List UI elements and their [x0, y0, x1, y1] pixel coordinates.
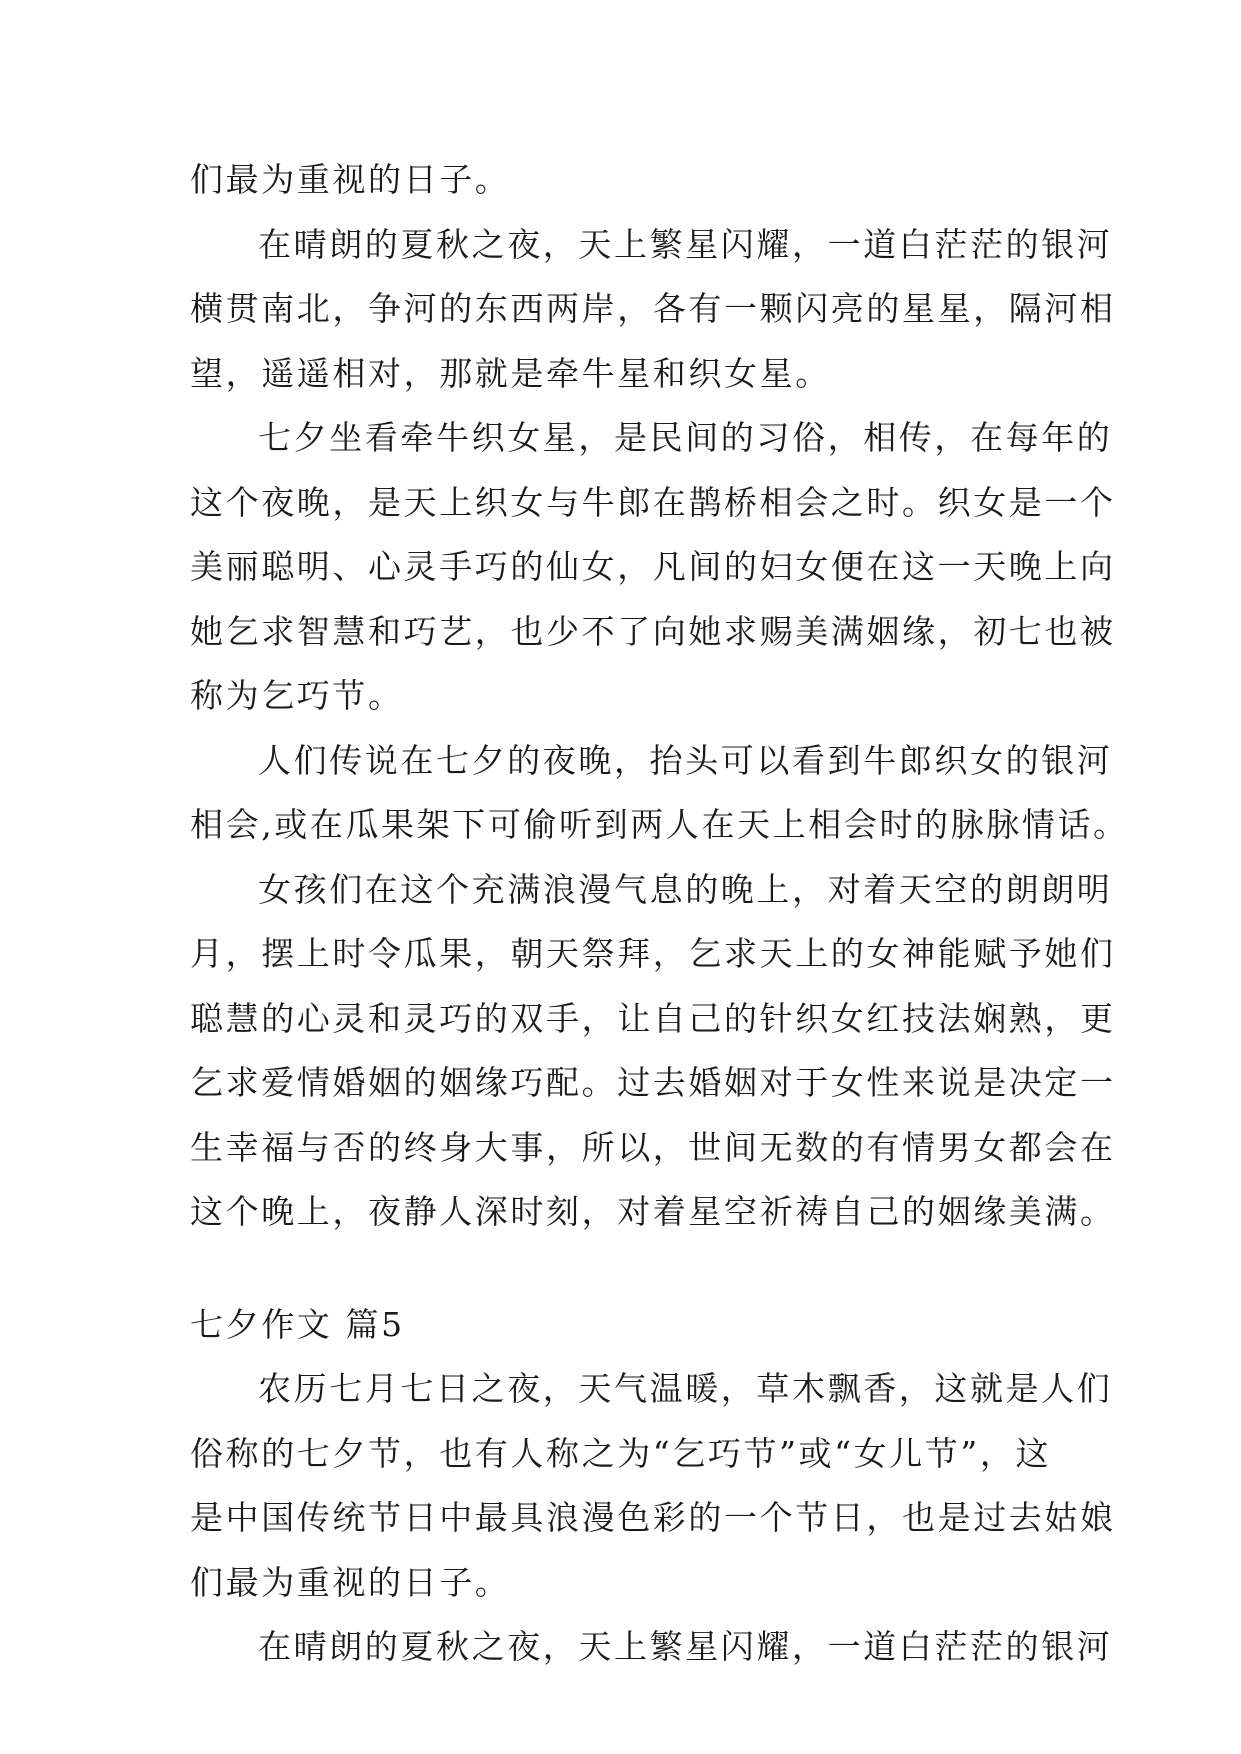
text-line: 乞求爱情婚姻的姻缘巧配。过去婚姻对于女性来说是决定一 — [190, 1063, 1116, 1102]
text-line: 称为乞巧节。 — [190, 676, 404, 715]
text-line: 们最为重视的日子。 — [190, 1562, 511, 1602]
text-line: 生幸福与否的终身大事，所以，世间无数的有情男女都会在 — [190, 1127, 1116, 1167]
paragraph-line: 七夕坐看牵牛织女星，是民间的习俗，相传，在每年的 — [258, 418, 1113, 457]
section-gap — [190, 1245, 1070, 1293]
paragraph-line: 在晴朗的夏秋之夜，天上繁星闪耀，一道白茫茫的银河 — [258, 1627, 1113, 1666]
text-line: 俗称的七夕节，也有人称之为“乞巧节”或“女儿节”，这 — [190, 1433, 1052, 1473]
text-line: 美丽聪明、心灵手巧的仙女，凡间的妇女便在这一天晚上向 — [190, 547, 1116, 586]
text-line: 月，摆上时令瓜果，朝天祭拜，乞求天上的女神能赋予她们 — [190, 934, 1116, 973]
document-page — [190, 148, 1129, 1680]
text-line: 她乞求智慧和巧艺，也少不了向她求赐美满姻缘，初七也被 — [190, 611, 1116, 651]
text-line: 是中国传统节日中最具浪漫色彩的一个节日，也是过去姑娘 — [190, 1498, 1116, 1537]
paragraph-line: 女孩们在这个充满浪漫气息的晚上，对着天空的朗朗明 — [258, 869, 1113, 909]
paragraph-line: 在晴朗的夏秋之夜，天上繁星闪耀，一道白茫茫的银河 — [258, 224, 1113, 264]
text-line: 横贯南北，争河的东西两岸，各有一颗闪亮的星星，隔河相 — [190, 289, 1116, 328]
text-line: 们最为重视的日子。 — [190, 160, 511, 199]
paragraph-line: 农历七月七日之夜，天气温暖，草木飘香，这就是人们 — [258, 1369, 1113, 1408]
text-line: 望，遥遥相对，那就是牵牛星和织女星。 — [190, 353, 831, 393]
text-line: 相会,或在瓜果架下可偷听到两人在天上相会时的脉脉情话。 — [190, 805, 1129, 844]
text-line: 这个夜晚，是天上织女与牛郎在鹊桥相会之时。织女是一个 — [190, 482, 1116, 522]
text-line: 这个晚上，夜静人深时刻，对着星空祈祷自己的姻缘美满。 — [190, 1192, 1116, 1231]
paragraph-line: 人们传说在七夕的夜晚，抬头可以看到牛郎织女的银河 — [258, 740, 1113, 780]
section-heading: 七夕作文 篇5 — [190, 1304, 405, 1344]
text-line: 聪慧的心灵和灵巧的双手，让自己的针织女红技法娴熟，更 — [190, 998, 1116, 1038]
